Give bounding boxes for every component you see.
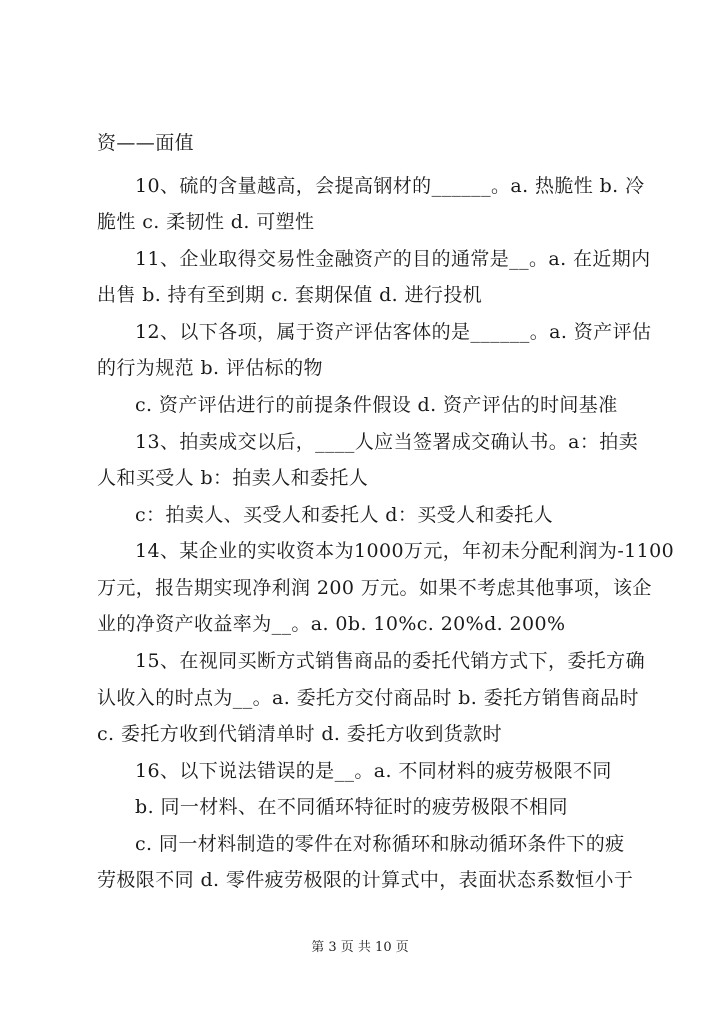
text-line: 14、某企业的实收资本为1000万元，年初未分配利润为-1100 <box>135 540 675 562</box>
page-footer: 第 3 页 共 10 页 <box>311 940 409 955</box>
text-line: c. 委托方收到代销清单时 d. 委托方收到货款时 <box>97 723 503 745</box>
text-line: 的行为规范 b. 评估标的物 <box>97 357 323 379</box>
text-line: 11、企业取得交易性金融资产的目的通常是__。a. 在近期内 <box>135 248 651 270</box>
text-line: 10、硫的含量越高，会提高钢材的______。a. 热脆性 b. 冷 <box>135 175 645 197</box>
text-line: 劳极限不同 d. 零件疲劳极限的计算式中，表面状态系数恒小于 <box>97 869 634 891</box>
text-line: 15、在视同买断方式销售商品的委托代销方式下，委托方确 <box>135 650 645 672</box>
text-line: 出售 b. 持有至到期 c. 套期保值 d. 进行投机 <box>97 284 483 306</box>
text-line: 万元，报告期实现净利润 200 万元。如果不考虑其他事项，该企 <box>97 577 652 599</box>
text-line: c：拍卖人、买受人和委托人 d：买受人和委托人 <box>135 504 554 526</box>
text-line: 资——面值 <box>97 132 195 154</box>
text-line: 业的净资产收益率为__。a. 0b. 10%c. 20%d. 200% <box>97 613 566 635</box>
text-line: 认收入的时点为__。a. 委托方交付商品时 b. 委托方销售商品时 <box>97 687 639 709</box>
text-line: c. 资产评估进行的前提条件假设 d. 资产评估的时间基准 <box>135 394 618 416</box>
text-line: b. 同一材料、在不同循环特征时的疲劳极限不相同 <box>135 796 568 818</box>
text-line: 人和买受人 b：拍卖人和委托人 <box>97 467 369 489</box>
text-line: 13、拍卖成交以后，____人应当签署成交确认书。a：拍卖 <box>135 431 639 453</box>
text-line: 12、以下各项，属于资产评估客体的是______。a. 资产评估 <box>135 321 652 343</box>
text-line: 脆性 c. 柔韧性 d. 可塑性 <box>97 211 315 233</box>
text-line: 16、以下说法错误的是__。a. 不同材料的疲劳极限不同 <box>135 760 612 782</box>
text-line: c. 同一材料制造的零件在对称循环和脉动循环条件下的疲 <box>135 833 625 855</box>
